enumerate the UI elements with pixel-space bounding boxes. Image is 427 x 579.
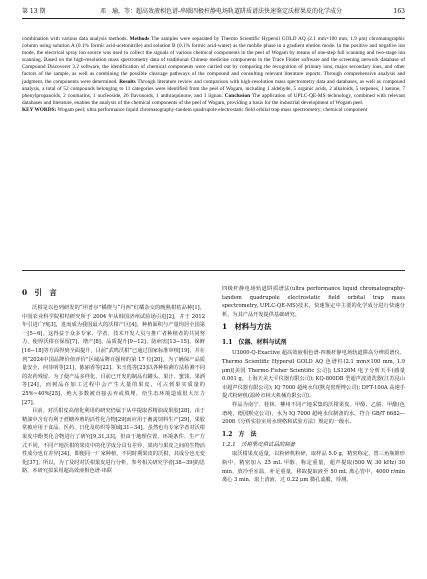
- intro-paragraph-2: 目前，对沃柑皮高值化利用的研究仍属于从中提取香精油或果胶[28]，由于精油中含有有利于蔗糖养殖的活性化合物[29]而应用于畜禽饲料生产[29]，果胶常被应用于食品、医药、日化及纺织等领域[31−34]。虽然也有专家学者对沃柑果皮中酚类化合物进行了研究[9,31,33]，但由于地理位置、环境条件、生产方式不同，不同产地沃柑的果皮中的化学成分具有差异，果肉与果皮之间的生物活性成分也有差异[34]，即便同一厂家种植，不同时期果皮的沃柑，其成分也无变化[37]。所以，为了及时对沃柑果皮进行分析，参考相关研究学者[38−39]的思路，本研究拟采用超高效液相色谱-串联: [22, 408, 205, 475]
- subheading-instruments: 1.1 仪器、材料与试剂: [222, 339, 287, 347]
- issue-number: 第 13 期: [22, 8, 46, 15]
- intro-paragraph-continued: 四极杆静电场轨道阱质谱法(ultra performance liquid chromatography-tandem quadrupole electrostatic field orbital trap mass spectrometry, UPLC-QE-MS)技术，快速鉴定中主要的化学成分进行快速分析，为其产品开发提供基础研究。: [222, 286, 405, 318]
- abstract-divider: [22, 270, 405, 271]
- results-text: Through literature review and comparison with high-resolution mass spectrometry data and databases, as well as compound analysis, a total of 52 compounds belonging to 11 categories were identified from the peel of Wogam, including 1 aldehyde, 5 organic acids, 2 alkaloids, 5 terpenes, 1 ketone, 7 phenylpropanoids, 2 coumarins, 1 nucleoside, 26 flavonoids, 1 anthraquinone, and 1 lignan.: [22, 78, 406, 99]
- section-heading-introduction: 0 引 言: [22, 288, 57, 297]
- conclusion-label: Conclusion: [224, 92, 251, 99]
- keywords-label: KEY WORDS:: [22, 106, 57, 113]
- subheading-methods: 1.2 方 法: [222, 430, 257, 438]
- method-paragraph: 取沃柑果皮适量，以粉碎机粉碎，取样品 5.0 g，精密称定，置三角瓶锥形瓶中，精密加入 25 mL 甲醇，称定重量，超声提取(500 W, 30 kHz) 30 min，放冷至室温，补足重量，移取提取液至 50 mL 离心管中，4000 r/min 离心 3 min，取上清液，过 0.22 μm 微孔滤膜，待测。: [222, 451, 405, 484]
- abstract-intro: combination with various data analysis methods.: [22, 36, 128, 42]
- running-title: 邓 瑜，等：超高效液相色谱-串联四极杆静电场轨道阱质谱法快速鉴定沃柑果皮的化学成分: [99, 8, 343, 15]
- methods-text: The samples were separated by Thermo Scientific Hypersil GOLD AQ (2.1 mm×100 mm, 1.9 μm) chromatographic column using solution A (0.1% formic acid-acetonitrile) and solution B (0.1% formic acid-water) as the mobile phase in a gradient elution mode. In the positive and negative ion mode, the electrical spray ion source was used to collect the signals of various chemical components in the peel of Wogam by means of one-step full scanning and two-stage ion scanning. Based on the high-resolution mass spectrometry data of traditional Chinese medicine components in the Trace Finder software and the screening network database of Compound Discoverer 3.2 software, the identification of chemical components were carried out by comparing the recognition of primary ions, major secondary ions, and other factors of the sample, as well as combining the possible cleavage pathways of the compound and consulting relevant literature reports. Through comprehensive analysis and judgment, the components were determined.: [22, 36, 405, 85]
- methods-label: Methods: [129, 36, 150, 42]
- section-heading-materials-methods: 1 材料与方法: [222, 322, 272, 332]
- running-header: [22, 6, 405, 19]
- instruments-paragraph: U3000-Q-Exactive 超高效液相色谱-四极杆静电场轨道阱高分辨质谱仪、Thermo Scientific Hypersil GOLD AQ 色谱柱(2.1 mm×100 mm, 1.9 μm)[美国 Thermo Fisher Scientific 公司]; LS120M 电子分析天平(感量 0.001 g，上海天美天平仪器有限公司); KQ-800DB 型超声波清洗器(江苏昆山市超声仪器有限公司); IQ 7000 超纯水仪(默克密理博公司); DFT-100A 高速手提式粉碎机(温岭市林大机械有限公司)。: [222, 350, 405, 400]
- samples-paragraph: 样品为南宁、桂林、柳州不同产地采集的沃柑果皮。甲醇、乙腈、甲酸(色谱纯，德国默克公司)，水为 IQ 7000 超纯水仪制备的水，符合 GB/T 6682—2008《分析实验室用水规格和试验方法》规定的一级水。: [222, 401, 405, 426]
- right-column: [222, 285, 405, 485]
- english-abstract: [22, 36, 405, 114]
- intro-paragraph-1: 沃柑是以色列研发的“坦普尔”橘橙与“丹西”红橘杂交的晚熟柑桔品种[1]，中国农业科学院柑桔研究所于 2004 年从韩国济州试验场引进[2]，并于 2012 年引进广西[3]，进而成为我国最大的沃柑产区[4]，种植面积与产量均居全国第一[5−6]。这得益于众多专家、学者、技术开发人员与推广者种植者的共同努力，使得沃柑在保留[7]、增产[8]、品质提升[9−12]、防病害[13−15]、保鲜[16−18]等方面得到全面提升，目前“武鸣沃柑”已通过国家标准审核[19]，并在列“2024中国品牌价值评价”区域品牌百强榜的第 17 位[20]，为了确保产品质量安全，何菲明等[21]、陈丽香等[22]、朱玉莲等[23]以各种检测方法检测不同的农药残留。为了使产品多样化，目前已开发的制品有罐头、果汁、蜜饯、果酒等[24]，而树品在加工过程中会产生大量的果皮，可占到果实质量的 25%~40%[25]，绝大多数被直接丢弃或填埋，给生态环境造成很大压力[27]。: [22, 305, 205, 406]
- conclusion-text: The application of UPLC-QE-MS technology, combined with relevant databases and literature, enables the analysis of the chemical components of the peel of Wogam, providing a basis for the industrial development of Wogam peel.: [22, 92, 405, 106]
- page-number: 163: [393, 8, 405, 15]
- subsubheading-sample-prep: 1.2.1 沃柑果皮供试品的制备: [222, 441, 296, 448]
- results-label: Results: [119, 78, 136, 85]
- left-column: [22, 285, 205, 476]
- keywords-text: Wogam peel; ultra performance liquid chromatography-tandem quadrupole electrostatic field orbital trap mass spectrometry; chemical component: [57, 106, 368, 113]
